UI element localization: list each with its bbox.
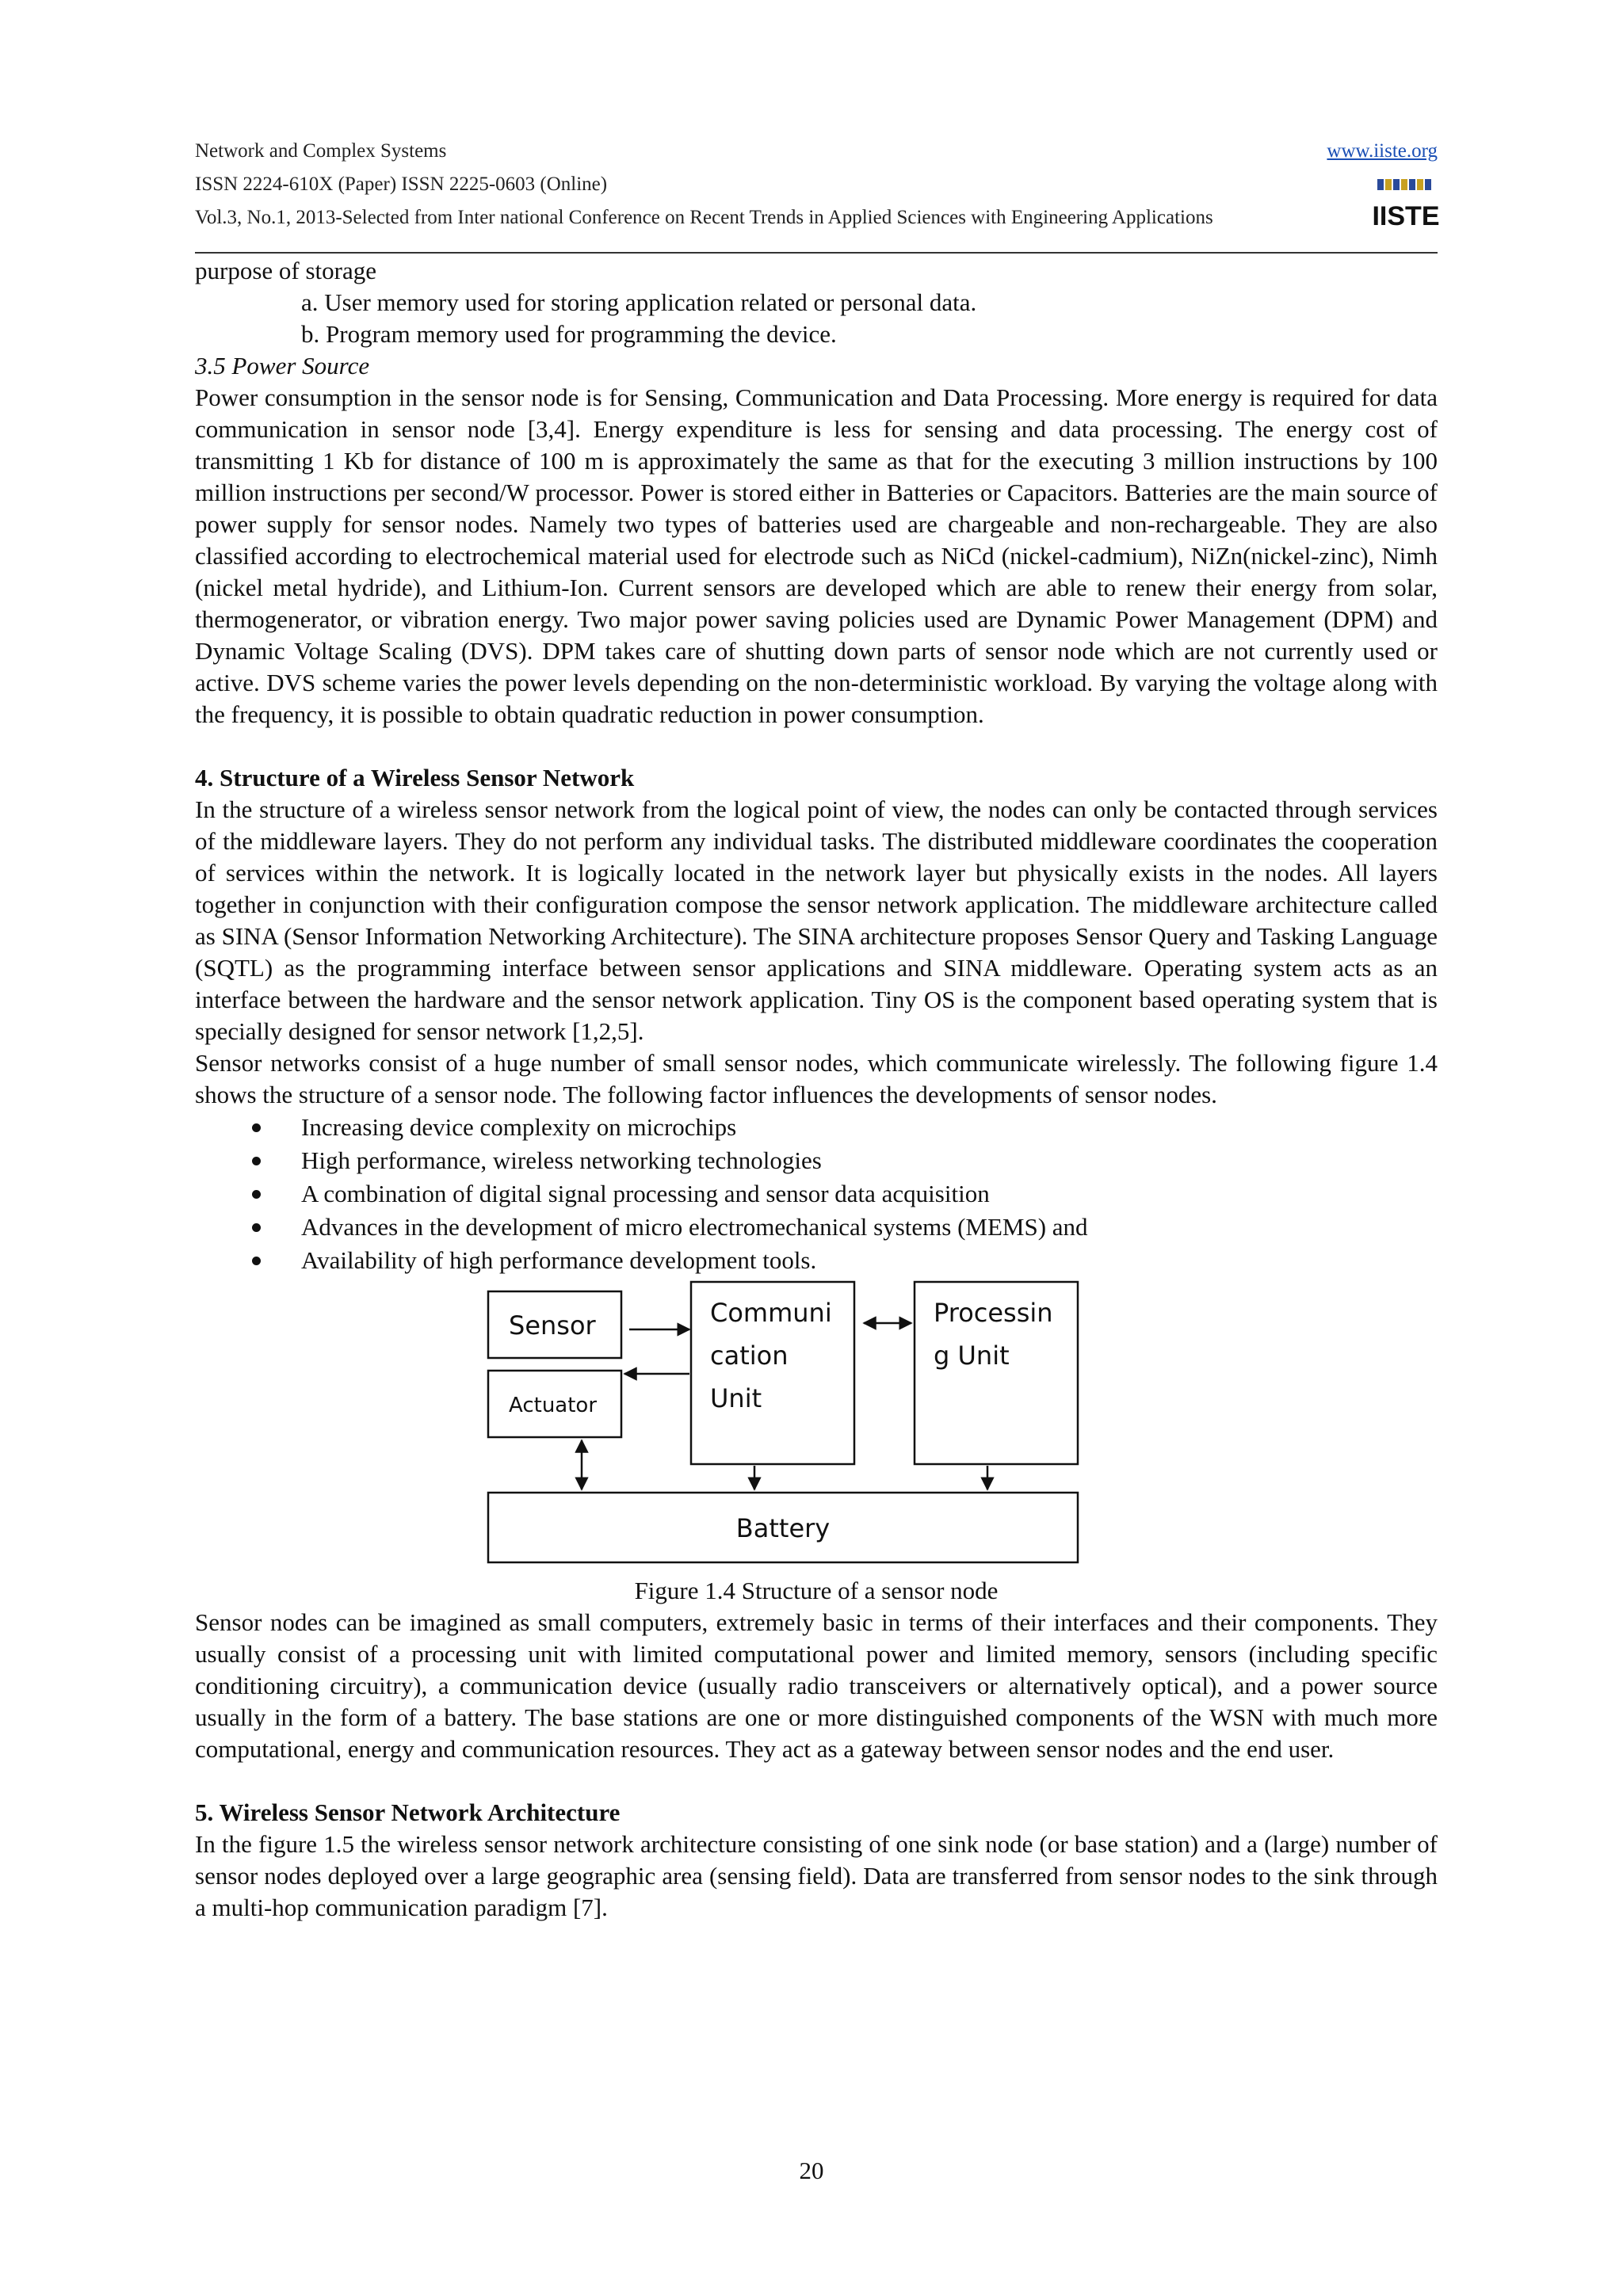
sensor-node-diagram <box>195 1282 1438 1575</box>
figure-sensor-node-structure <box>195 1282 1438 1575</box>
comm-label-line-1: Communi <box>710 1298 832 1328</box>
spacer <box>195 1765 1438 1797</box>
bullet-icon <box>252 1190 261 1199</box>
logo-text: IISTE <box>1372 201 1440 231</box>
factor-list <box>195 1111 1438 1277</box>
proc-label-line-2: g Unit <box>934 1341 1010 1371</box>
battery-label: Battery <box>735 1513 831 1543</box>
volume-line: Vol.3, No.1, 2013-Selected from Inter national Conference on Recent Trends in Applied Sciences with Engineering Applications <box>195 207 1213 228</box>
section-4-paragraph-1: In the structure of a wireless sensor network from the logical point of view, the nodes can only be contacted through services of the middleware layers. They do not perform any individual tasks. The distributed middleware coordinates the cooperation of services within the network. It is logically located in the network layer but physically exists in the nodes. All layers together in conjunction with their configuration compose the sensor network application. The middleware architecture called as SINA (Sensor Information Networking Architecture). The SINA architecture proposes Sensor Query and Tasking Language (SQTL) as the programming interface between sensor applications and SINA middleware. Operating system acts as an interface between the hardware and the sensor network application. Tiny OS is the component based operating system that is specially designed for sensor network [1,2,5]. <box>195 795 1438 1045</box>
actuator-label: Actuator <box>509 1394 598 1417</box>
journal-url-link[interactable]: www.iiste.org <box>1327 140 1438 162</box>
comm-label-line-2: cation <box>710 1341 789 1371</box>
bullet-icon <box>252 1157 261 1165</box>
list-item: Increasing device complexity on microchips <box>195 1111 1438 1144</box>
section-4-heading: 4. Structure of a Wireless Sensor Network <box>195 764 635 791</box>
iiste-logo-icon <box>1372 176 1440 233</box>
proc-label-line-1: Processin <box>934 1298 1053 1328</box>
spacer <box>195 730 1438 762</box>
section-3-5-heading: 3.5 Power Source <box>195 352 370 379</box>
section-5-paragraph: In the figure 1.5 the wireless sensor network architecture consisting of one sink node (or base station) and a (large) number of sensor nodes deployed over a large geographic area (sensing field). Data are transferred from sensor nodes to the sink through a multi-hop communication paradigm [7]. <box>195 1830 1438 1921</box>
bullet-icon <box>252 1257 261 1265</box>
list-item: Advances in the development of micro electromechanical systems (MEMS) and <box>195 1211 1438 1244</box>
header-divider <box>195 252 1438 254</box>
section-4-paragraph-2: Sensor networks consist of a huge number of small sensor nodes, which communicate wirelessly. The following figure 1.4 shows the structure of a sensor node. The following factor influences the developments of sensor nodes. <box>195 1049 1438 1108</box>
storage-item-b: b. Program memory used for programming the device. <box>301 320 837 348</box>
page-body <box>195 255 1438 1924</box>
sensor-label: Sensor <box>509 1310 596 1341</box>
section-3-5-paragraph: Power consumption in the sensor node is for Sensing, Communication and Data Processing. More energy is required for data communication in sensor node [3,4]. Energy expenditure is less for sensing and data processing. The energy cost of transmitting 1 Kb for distance of 100 m is approximately the same as that for the executing 3 million instructions by 100 million instructions per second/W processor. Power is stored either in Batteries or Capacitors. Batteries are the main source of power supply for sensor nodes. Namely two types of batteries used are chargeable and non-rechargeable. They are also classified according to electrochemical material used for electrode such as NiCd (nickel-cadmium), NiZn(nickel-zinc), Nimh (nickel metal hydride), and Lithium-Ion. Current sensors are developed which are able to renew their energy from solar, thermogenerator, or vibration energy. Two major power saving policies used are Dynamic Power Management (DPM) and Dynamic Voltage Scaling (DVS). DPM takes care of shutting down parts of sensor node which are not currently used or active. DVS scheme varies the power levels depending on the non-deterministic workload. By varying the voltage along with the frequency, it is possible to obtain quadratic reduction in power consumption. <box>195 383 1438 728</box>
storage-item-a: a. User memory used for storing application related or personal data. <box>301 288 977 316</box>
issn-line: ISSN 2224-610X (Paper) ISSN 2225-0603 (Online) <box>195 174 608 195</box>
bullet-icon <box>252 1223 261 1232</box>
figure-caption: Figure 1.4 Structure of a sensor node <box>634 1577 999 1604</box>
page-number: 20 <box>799 2157 824 2184</box>
running-header <box>195 135 1438 252</box>
journal-name: Network and Complex Systems <box>195 140 447 162</box>
bullet-icon <box>252 1123 261 1132</box>
list-item: A combination of digital signal processing and sensor data acquisition <box>195 1177 1438 1211</box>
comm-label-line-3: Unit <box>710 1383 762 1413</box>
storage-lead: purpose of storage <box>195 257 376 284</box>
section-4-paragraph-3: Sensor nodes can be imagined as small computers, extremely basic in terms of their interfaces and their components. They usually consist of a processing unit with limited computational power and limited memory, sensors (including specific conditioning circuitry), a communication device (usually radio transceivers or alternatively optical), and a power source usually in the form of a battery. The base stations are one or more distinguished components of the WSN with much more computational, energy and communication resources. They act as a gateway between sensor nodes and the end user. <box>195 1608 1438 1763</box>
list-item: Availability of high performance development tools. <box>195 1244 1438 1277</box>
section-5-heading: 5. Wireless Sensor Network Architecture <box>195 1798 621 1826</box>
list-item: High performance, wireless networking technologies <box>195 1144 1438 1177</box>
